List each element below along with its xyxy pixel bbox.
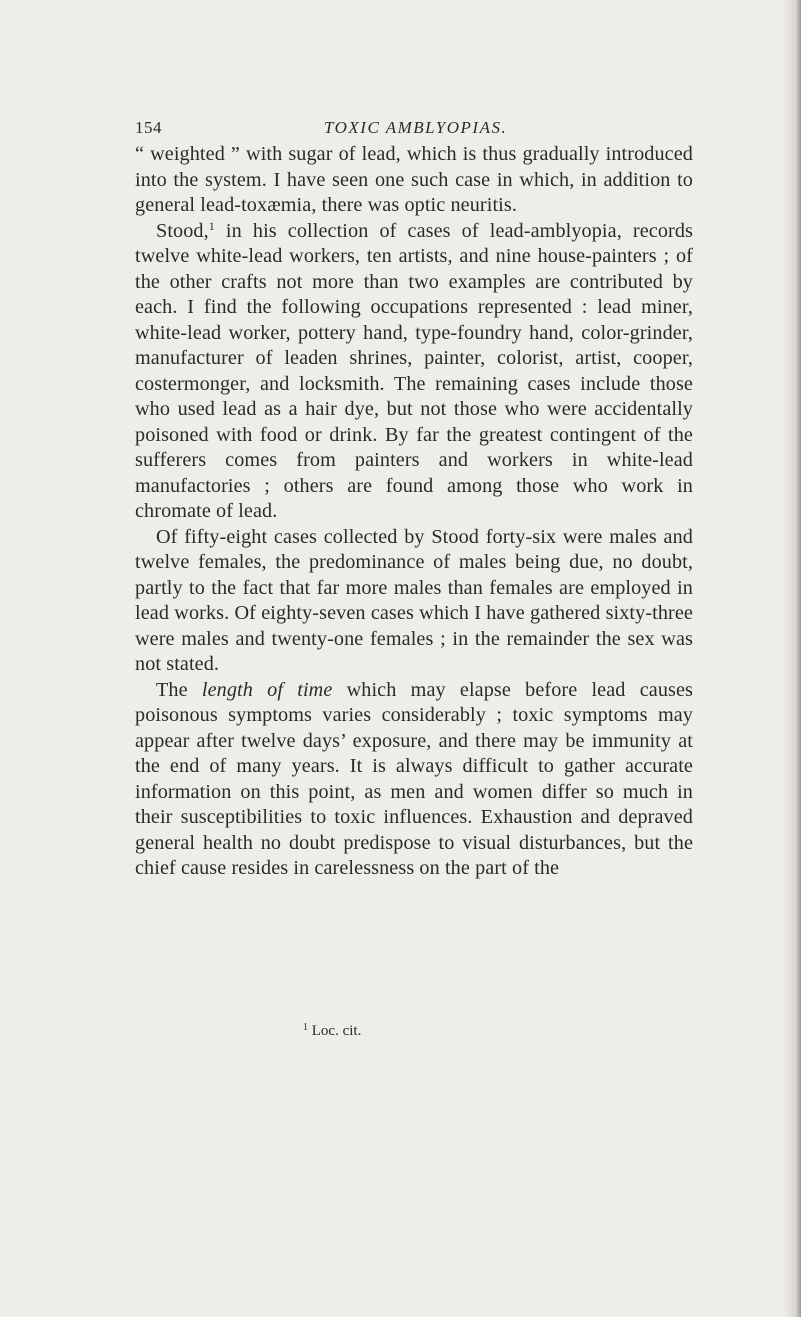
paragraph-4 xyxy=(135,678,693,882)
body-text xyxy=(135,142,693,882)
page-number: 154 xyxy=(135,118,162,137)
page-header xyxy=(135,118,695,142)
paragraph-1: “ weighted ” with sugar of lead, which is thus gradually introduced into the system. I have seen one such case in which, in addition to general lead-toxæmia, there was optic neuritis. xyxy=(135,143,693,216)
footnote-marker: 1 xyxy=(303,1022,308,1033)
footnote-text: Loc. cit. xyxy=(308,1023,362,1039)
paragraph-2-text: in his collection of cases of lead-amblyopia, records twelve white-lead workers, ten artists, and nine house-painters ; of the other crafts not more than two examples are contributed by each. I find the following occupations represented : lead miner, white-lead worker, pottery hand, type-foundry hand, color-grinder, manufacturer of leaden shrines, painter, colorist, artist, cooper, costermonger, and locksmith. The remaining cases include those who used lead as a hair dye, but not those who were accidentally poisoned with food or drink. By far the greatest contingent of the sufferers comes from painters and workers in white-lead manufactories ; others are found among those who work in chromate of lead. xyxy=(135,219,693,522)
paragraph-4-start: The xyxy=(156,678,202,701)
paragraph-2-author: Stood, xyxy=(156,219,209,242)
page-edge-shadow xyxy=(783,0,801,1317)
footnote xyxy=(303,1023,361,1040)
running-title: TOXIC AMBLYOPIAS. xyxy=(324,118,508,137)
paragraph-3: Of fifty-eight cases collected by Stood forty-six were males and twelve females, the predominance of males being due, no doubt, partly to the fact that far more males than females are employed in lead works. Of eighty-seven cases which I have gathered sixty-three were males and twenty-one females ; in the remainder the sex was not stated. xyxy=(135,525,693,675)
footnote-reference: 1 xyxy=(208,218,215,233)
paragraph-4-text: which may elapse before lead causes poisonous symptoms varies considerably ; toxic symptoms may appear after twelve days’ exposure, and there may be immunity at the end of many years. It is always difficult to gather accurate information on this point, as men and women differ so much in their susceptibilities to toxic influences. Exhaustion and depraved general health no doubt predispose to visual disturbances, but the chief cause resides in carelessness on the part of the xyxy=(135,678,693,879)
paragraph-2 xyxy=(135,219,693,525)
paragraph-4-emphasis: length of time xyxy=(201,678,333,701)
